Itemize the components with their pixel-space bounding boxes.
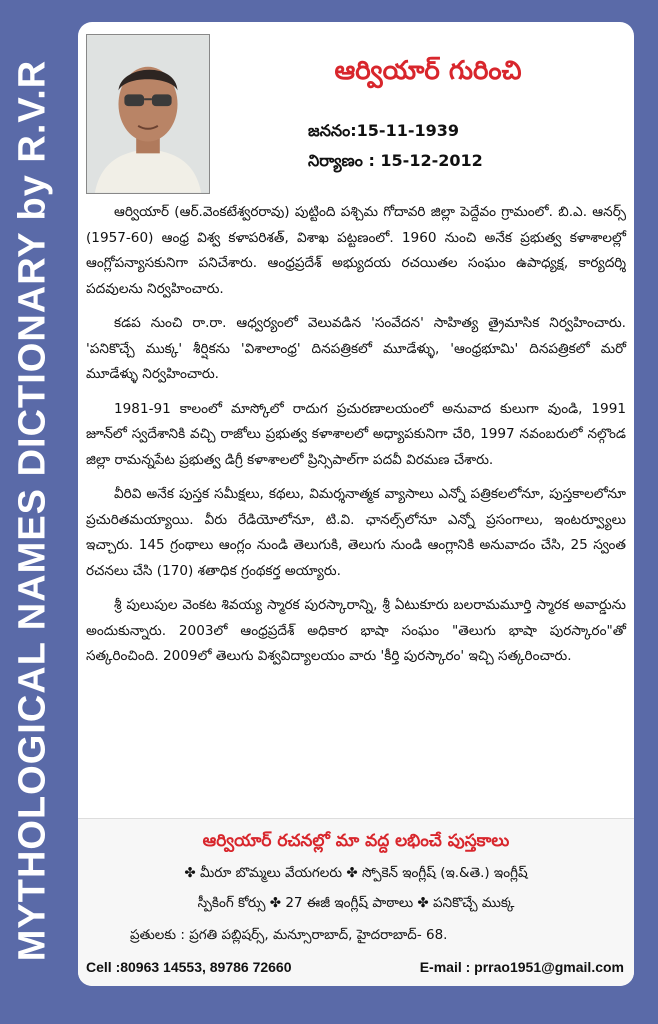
spine xyxy=(6,30,60,990)
life-dates xyxy=(308,116,483,176)
death-date: నిర్యాణం : 15-12-2012 xyxy=(308,151,483,170)
spine-title: MYTHOLOGICAL NAMES DICTIONARY by R.V.R xyxy=(11,59,54,961)
author-photo xyxy=(86,34,210,194)
back-cover-card xyxy=(78,22,634,986)
bio-paragraph: కడప నుంచి రా.రా. ఆధ్వర్యంలో వెలువడిన 'సంవేదన' సాహిత్య త్రైమాసిక నిర్వహించారు. 'పనికొచ్చే ముక్క' శీర్షికను 'విశాలాంధ్ర' దినపత్రికలో మూడేళ్ళు, 'ఆంధ్రభూమి' దినపత్రికలో మరో మూడేళ్ళు నిర్వహించారు. xyxy=(86,315,626,382)
books-heading: ఆర్వియార్ రచనల్లో మా వద్ద లభించే పుస్తకాలు xyxy=(202,831,510,851)
email-address: E-mail : prrao1951@gmail.com xyxy=(419,959,624,975)
books-list-line: ✤ మీరూ బొమ్మలు వేయగలరు ✤ స్పోకెన్ ఇంగ్లీష్ (ఇ.&తె.) ఇంగ్లీష్ xyxy=(184,865,528,881)
publisher-address: ప్రతులకు : ప్రగతి పబ్లిషర్స్, మన్సూరాబాద్, హైదరాబాద్- 68. xyxy=(130,927,448,943)
bio-paragraph: వీరివి అనేక పుస్తక సమీక్షలు, కథలు, విమర్శనాత్మక వ్యాసాలు ఎన్నో పత్రికలలోనూ, పుస్తకాలలోనూ ప్రచురితమయ్యాయి. వీరు రేడియోలోనూ, టి.వి. ఛానల్స్‌లోనూ ఎన్నో ప్రసంగాలు, ఇంటర్వ్యూలు ఇచ్చారు. 145 గ్రంథాలు ఆంగ్లం నుండి తెలుగుకి, తెలుగు నుండి ఆంగ్లానికి అనువాదం చేసి, 25 స్వంత రచనలు చేసి (170) శతాధిక గ్రంథకర్త అయ్యారు. xyxy=(86,486,626,579)
birth-date: జననం:15-11-1939 xyxy=(308,121,460,140)
bio-paragraph: 1981-91 కాలంలో మాస్కోలో రాదుగ ప్రచురణాలయంలో అనువాద కులుగా వుండి, 1991 జూన్‌లో స్వదేశానికి వచ్చి రాజోలు ప్రభుత్వ కళాశాలలో అధ్యాపకునిగా చేరి, 1997 నవంబరులో నల్గొండ జిల్లా రామన్నపేట ప్రభుత్వ డిగ్రీ కళాశాలలో ప్రిన్సిపాల్‌గా పదవీ విరమణ చేశారు. xyxy=(86,400,626,468)
page-title: ఆర్వియార్ గురించి xyxy=(334,56,522,86)
author-portrait-image xyxy=(87,35,209,193)
books-list-line: స్పీకింగ్ కోర్సు ✤ 27 ఈజీ ఇంగ్లీష్ పాఠాలు ✤ పనికొచ్చే ముక్క xyxy=(197,895,515,911)
bio-paragraph: ఆర్వియార్ (ఆర్.వెంకటేశ్వరరావు) పుట్టింది పశ్చిమ గోదావరి జిల్లా పెద్దేవం గ్రామంలో. బి.ఎ. ఆనర్స్ (1957-60) ఆంధ్ర విశ్వ కళాపరిశత్, విశాఖ పట్టణంలో. 1960 నుంచి అనేక ప్రభుత్వ కళాశాలల్లో ఆంగ్లోపన్యాసకునిగా పనిచేశారు. ఆంధ్రప్రదేశ్ అభ్యుదయ రచయితల సంఘం ఉపాధ్యక్ష, కార్యదర్శి పదవులను నిర్వహించారు. xyxy=(86,204,626,297)
phone-numbers: Cell :80963 14553, 89786 72660 xyxy=(86,959,292,975)
bio-paragraph: శ్రీ పులుపుల వెంకట శివయ్య స్మారక పురస్కారాన్ని, శ్రీ ఏటుకూరు బలరామమూర్తి స్మారక అవార్డును అందుకున్నారు. 2003లో ఆంధ్రప్రదేశ్ అధికార భాషా సంఘం "తెలుగు భాషా పురస్కారం"తో సత్కరించింది. 2009లో తెలుగు విశ్వవిద్యాలయం వారు 'కీర్తి పురస్కారం' ఇచ్చి సత్కరించారు. xyxy=(86,597,626,664)
biography xyxy=(86,200,626,679)
books-section xyxy=(78,818,634,986)
